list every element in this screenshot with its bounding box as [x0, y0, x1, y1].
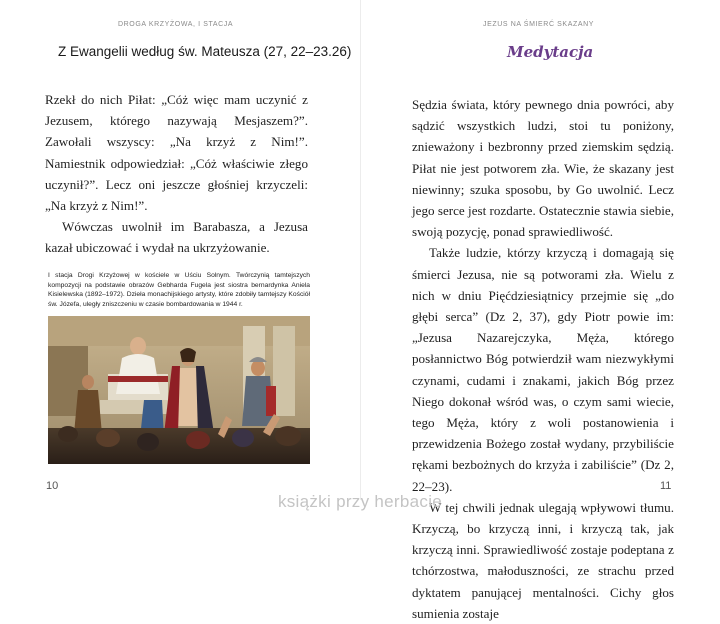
- running-head-right: JEZUS NA ŚMIERĆ SKAZANY: [483, 21, 595, 28]
- right-page: [370, 0, 720, 621]
- book-spine: [360, 0, 361, 500]
- illustration-caption: I stacja Drogi Krzyżowej w kościele w Uściu Solnym. Twórczynią tamtejszych kompozycji na podstawie obrazów Gebharda Fugela jest siostra bernardynka Aniela Kisielewska (1892–1972). Dzieła monachijskiego artysty, które zdobiły tamtejszy Kościół św. Józefa, uległy zniszczeniu w czasie bombardowania w 1944 r.: [48, 272, 310, 308]
- meditation-text: [412, 94, 674, 624]
- page-number-left: 10: [46, 480, 59, 492]
- left-page: [0, 0, 350, 490]
- scripture-paragraph-1: Rzekł do nich Piłat: „Cóż więc mam uczynić z Jezusem, którego nazywają Mesjaszem?”. Zawołali wszyscy: „Na krzyż z Nim!”. Namiestnik odpowiedział: „Cóż właściwie złego uczynił?”. Lecz oni jeszcze głośniej krzyczeli: „Na krzyż z Nim!”.: [45, 92, 308, 214]
- scripture-paragraph-2: Wówczas uwolnił im Barabasza, a Jezusa kazał ubiczować i wydał na ukrzyżowanie.: [45, 219, 308, 256]
- meditation-paragraph-3: W tej chwili jednak ulegają wpływowi tłumu. Krzyczą, bo krzyczą inni, i krzyczą tak, jak krzyczą inni. Sprawiedliwość zostaje podeptana z tchórzostwa, małoduszności, ze strachu przed dyktatem panującej mentalności. Cichy głos sumienia zostaje: [412, 499, 674, 621]
- meditation-title: Medytacja: [507, 43, 594, 61]
- stations-of-the-cross-painting: [48, 316, 310, 464]
- scripture-text: [45, 89, 308, 259]
- watermark-text: książki przy herbacie: [277, 492, 443, 511]
- running-head-left: DROGA KRZYŻOWA, I STACJA: [118, 21, 234, 28]
- page-number-right: 11: [660, 480, 672, 492]
- meditation-paragraph-1: Sędzia świata, który pewnego dnia powróci, aby sądzić wszystkich ludzi, stoi tu poniżony, znieważony i bezbronny przed ziemskim sędzią. Piłat nie jest potworem zła. Wie, że skazany jest niewinny; szuka sposobu, by Go uwolnić. Lecz jego serce jest rozdarte. Ostatecznie stawia siebie, swoją pozycję, ponad sprawiedliwość.: [412, 97, 674, 240]
- gospel-reference: Z Ewangelii według św. Mateusza (27, 22–23.26): [58, 44, 352, 59]
- meditation-paragraph-2: Także ludzie, którzy krzyczą i domagają się śmierci Jezusa, nie są potworami zła. Wielu z nich w dniu Pięćdziesiątnicy przejmie się „do głębi serca” (Dz 2, 37), gdy Piotr powie im: „Jezusa Nazarejczyka, Męża, którego posłannictwo Bóg potwierdził wam niezwykłymi czynami, cudami i znakami, jakich Bóg przez Niego dokonał wśród was, o czym sami wiecie, tego Męża, który z woli postanowienia i przewidzenia Bożego został wydany, przybiliście rękami bezbożnych do krzyża i zabiliście” (Dz 2, 22–23).: [412, 245, 674, 494]
